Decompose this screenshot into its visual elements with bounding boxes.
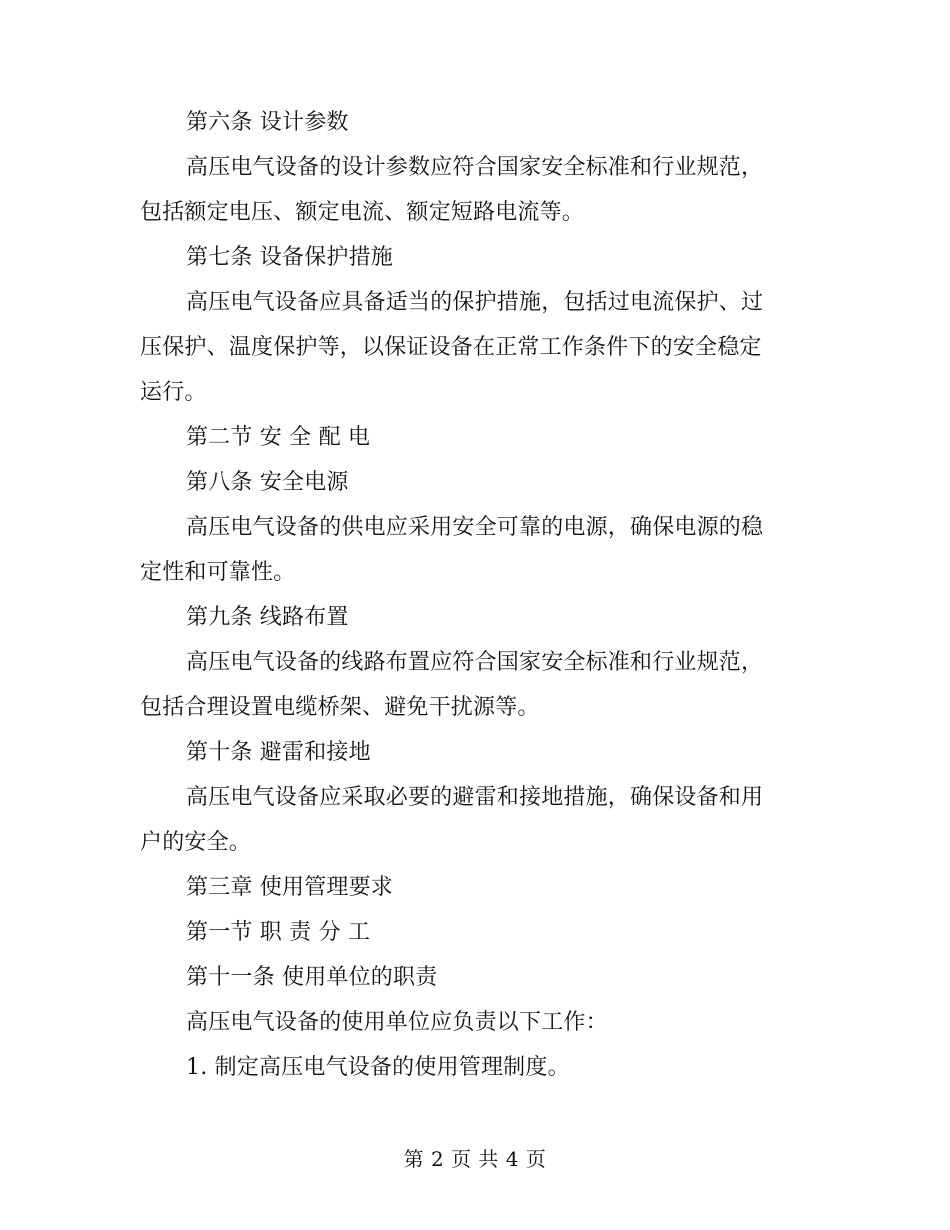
page-number-footer: 第 2 页 共 4 页	[403, 1147, 547, 1171]
article-heading: 第六条 设计参数	[186, 110, 349, 135]
paragraph-line: 高压电气设备的设计参数应符合国家安全标准和行业规范，	[186, 155, 764, 180]
article-heading: 第十一条 使用单位的职责	[186, 965, 438, 990]
paragraph-line: 高压电气设备的使用单位应负责以下工作：	[186, 1010, 608, 1035]
paragraph-line: 压保护、温度保护等，以保证设备在正常工作条件下的安全稳定	[140, 335, 762, 360]
article-heading: 第八条 安全电源	[186, 470, 349, 495]
section-heading: 第二节 安 全 配 电	[186, 425, 371, 450]
paragraph-line: 定性和可靠性。	[140, 560, 296, 585]
article-heading: 第七条 设备保护措施	[186, 245, 393, 270]
paragraph-line: 包括额定电压、额定电流、额定短路电流等。	[140, 200, 585, 225]
document-body	[140, 100, 800, 1090]
paragraph-line: 高压电气设备应采取必要的避雷和接地措施，确保设备和用	[186, 785, 764, 810]
paragraph-line: 户的安全。	[140, 830, 252, 855]
list-item: 1. 制定高压电气设备的使用管理制度。	[186, 1055, 570, 1080]
paragraph-line: 高压电气设备的线路布置应符合国家安全标准和行业规范，	[186, 650, 764, 675]
chapter-heading: 第三章 使用管理要求	[186, 875, 393, 900]
article-heading: 第九条 线路布置	[186, 605, 349, 630]
paragraph-line: 高压电气设备应具备适当的保护措施，包括过电流保护、过	[186, 290, 764, 315]
article-heading: 第十条 避雷和接地	[186, 740, 371, 765]
paragraph-line: 高压电气设备的供电应采用安全可靠的电源，确保电源的稳	[186, 515, 764, 540]
paragraph-line: 运行。	[140, 380, 207, 405]
paragraph-line: 包括合理设置电缆桥架、避免干扰源等。	[140, 695, 540, 720]
section-heading: 第一节 职 责 分 工	[186, 920, 371, 945]
